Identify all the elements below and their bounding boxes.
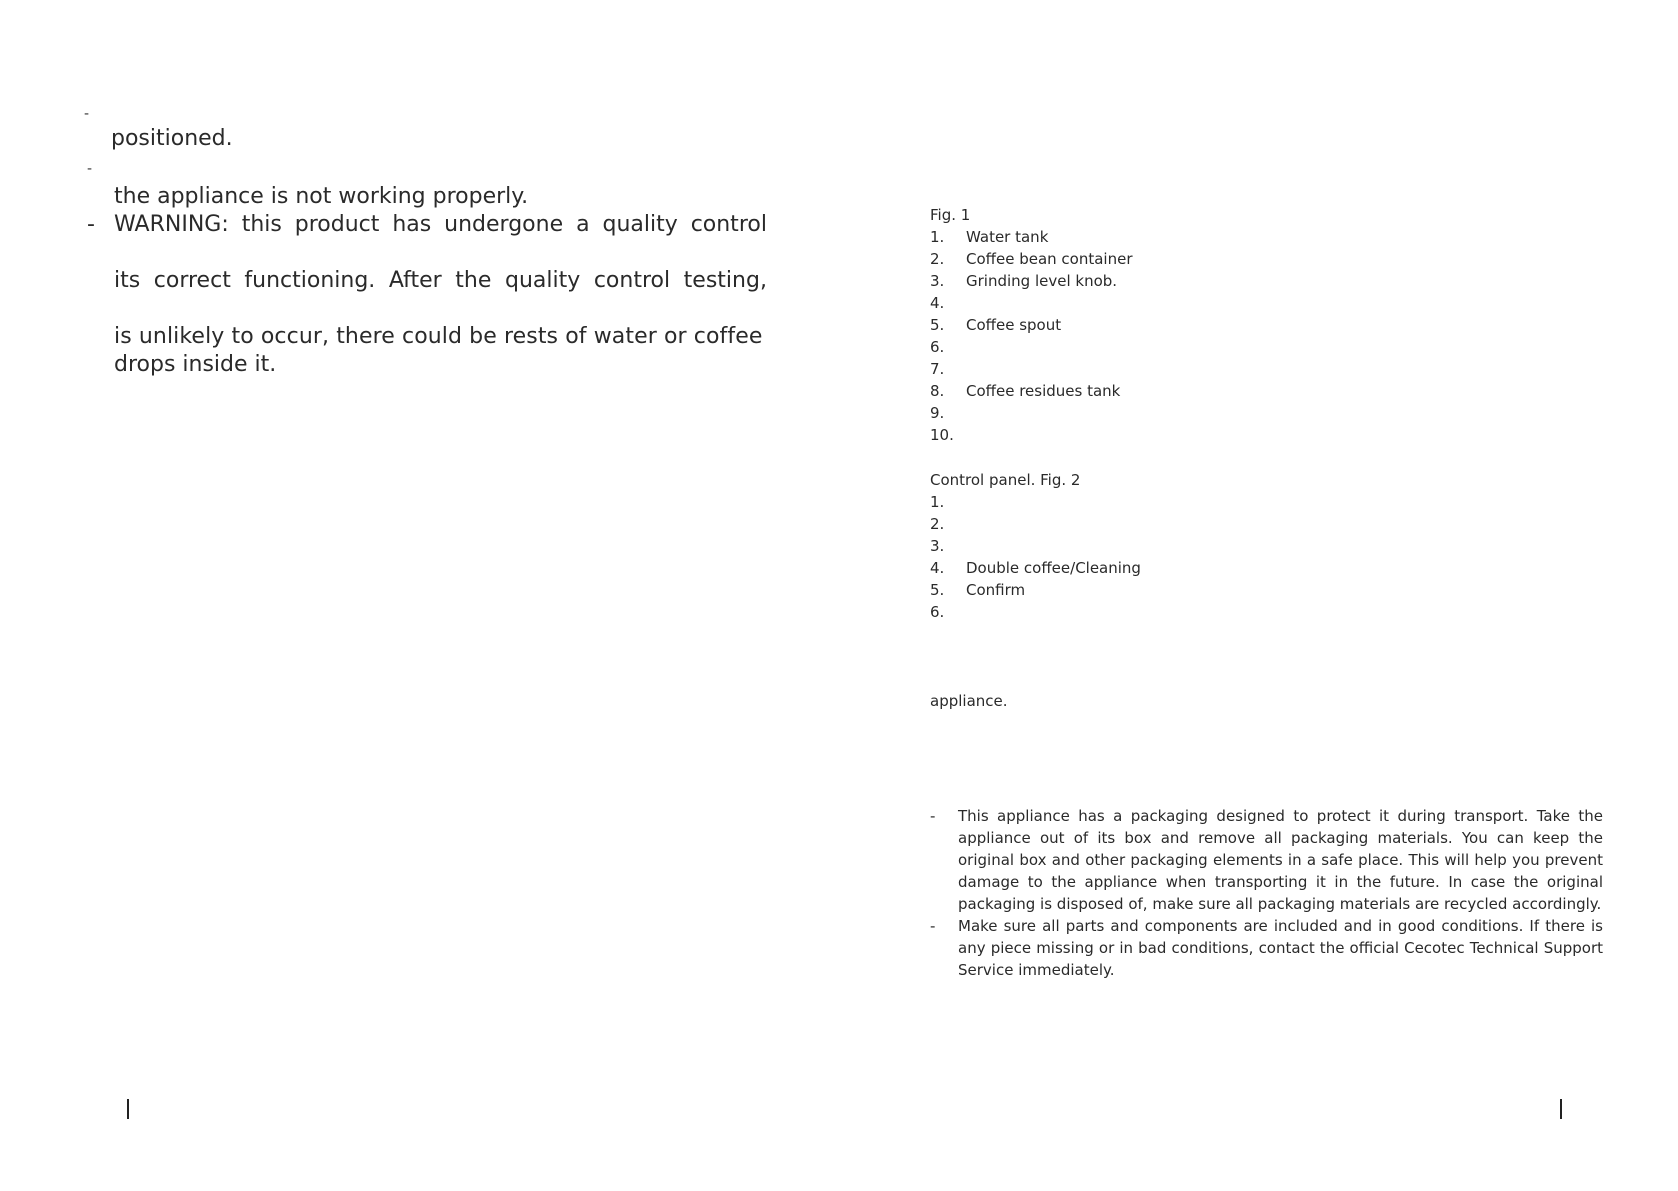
item-label: Water tank: [966, 228, 1049, 246]
bullet-dash: -: [930, 807, 936, 825]
item-number: 8.: [930, 382, 945, 400]
item-number: 7.: [930, 360, 945, 378]
bullet-packaging: This appliance has a packaging designed to protect it during transport. Take the appliance out of its box and remove all packaging materials. You can keep the original box and other packaging elements in a safe place. This will help you prevent damage to the appliance when transporting it in the future. In case the original packaging is disposed of, make sure all packaging materials are recycled accordingly.: [958, 807, 1603, 913]
functioning-word: control: [593, 268, 671, 293]
list-dash: -: [87, 161, 93, 177]
warning-word: quality: [602, 212, 678, 237]
functioning-word: functioning.: [244, 268, 376, 293]
item-label: Confirm: [966, 581, 1026, 599]
text-appliance: appliance.: [930, 692, 1008, 710]
item-number: 2.: [930, 515, 945, 533]
text-line-positioned: positioned.: [111, 126, 233, 151]
warning-word: WARNING:: [114, 212, 229, 237]
warning-word: this: [241, 212, 282, 237]
functioning-word: the: [455, 268, 492, 293]
item-number: 4.: [930, 294, 945, 312]
item-label: Double coffee/Cleaning: [966, 559, 1141, 577]
fig1-title: Fig. 1: [930, 206, 971, 224]
item-number: 1.: [930, 493, 945, 511]
functioning-word: quality: [504, 268, 581, 293]
item-label: Coffee spout: [966, 316, 1062, 334]
functioning-word: correct: [153, 268, 231, 293]
item-number: 10.: [930, 426, 954, 444]
page-marker-left: [127, 1099, 129, 1119]
warning-word: control: [690, 212, 767, 237]
warning-word: a: [576, 212, 590, 237]
item-number: 9.: [930, 404, 945, 422]
item-number: 6.: [930, 603, 945, 621]
item-number: 6.: [930, 338, 945, 356]
functioning-word: testing,: [683, 268, 767, 293]
item-number: 3.: [930, 272, 945, 290]
functioning-line: [114, 267, 767, 295]
fig2-title: Control panel. Fig. 2: [930, 471, 1081, 489]
item-label: Coffee bean container: [966, 250, 1133, 268]
bullet-parts: Make sure all parts and components are included and in good conditions. If there is any piece missing or in bad conditions, contact the official Cecotec Technical Support Service immediately.: [958, 917, 1603, 979]
warning-word: product: [294, 212, 380, 237]
text-line-not-working: the appliance is not working properly.: [114, 184, 529, 209]
warning-word: undergone: [444, 212, 564, 237]
page-marker-right: [1560, 1099, 1562, 1119]
functioning-word: its: [114, 268, 141, 293]
item-label: Coffee residues tank: [966, 382, 1121, 400]
item-number: 3.: [930, 537, 945, 555]
item-label: Grinding level knob.: [966, 272, 1118, 290]
list-dash: -: [87, 212, 95, 237]
list-dash: -: [84, 106, 90, 122]
warning-line: [114, 211, 767, 239]
bullet-dash: -: [930, 917, 936, 935]
text-line-unlikely: is unlikely to occur, there could be rests of water or coffee: [114, 324, 763, 349]
item-number: 4.: [930, 559, 945, 577]
warning-word: has: [392, 212, 432, 237]
functioning-word: After: [388, 268, 442, 293]
item-number: 5.: [930, 316, 945, 334]
item-number: 5.: [930, 581, 945, 599]
item-number: 2.: [930, 250, 945, 268]
text-line-drops: drops inside it.: [114, 352, 277, 377]
item-number: 1.: [930, 228, 945, 246]
